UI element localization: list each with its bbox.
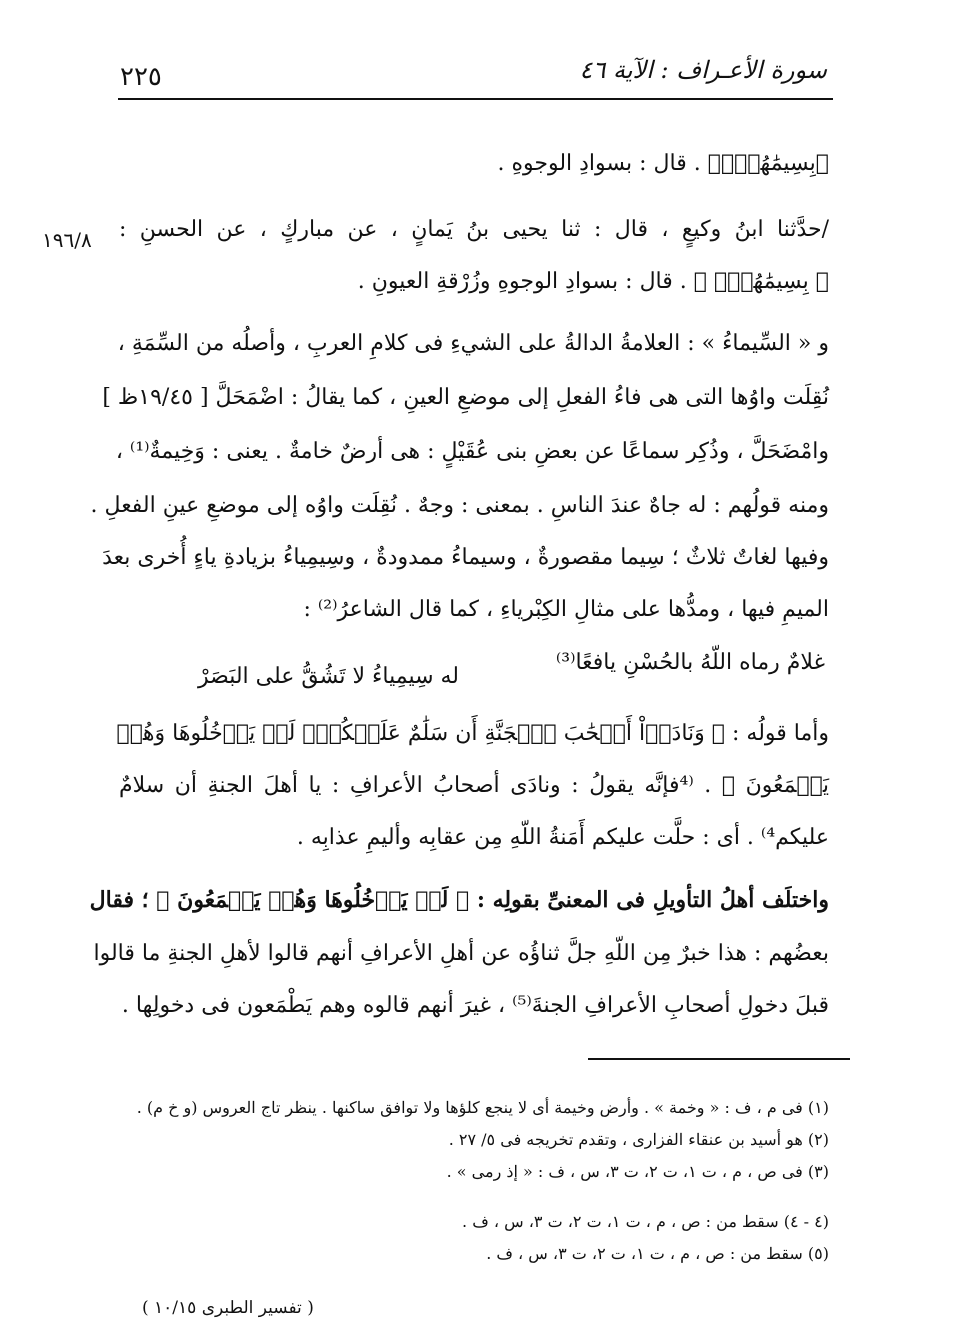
verse-hemistich-1: غلامٌ رماه اللّهُ بالحُسْنِ يافعًا⁽³⁾ — [555, 650, 825, 675]
body-line: /حدَّثنا ابنُ وكيعٍ ، قال : ثنا يحيى بنُ يَمانٍ ، عن مباركٍ ، عن الحسنِ : — [119, 217, 829, 242]
body-line: عليكم⁴⁾ . أى : حلَّت عليكم أَمَنةُ اللّهِ مِن عقابِه وأليمِ عذابِه . — [296, 825, 829, 850]
verse-hemistich-2: له سِيمِياءُ لا تَشُقُّ على البَصَرْ — [198, 664, 460, 689]
body-line: ﴿بِسِيمَٰهُمۡۚ﴾ . قال : بسوادِ الوجوهِ . — [497, 151, 829, 176]
footnote: (٣) فى ص ، م ، ت ١، ت ٢، ت ٣، س ، ف : « إذ رمى » . — [446, 1162, 829, 1181]
page-number: ٢٢٥ — [120, 62, 162, 92]
footer-signature: ( تفسير الطبرى ١٠/١٥ ) — [142, 1298, 314, 1318]
body-line: ومنه قولُهم : له جاهٌ عندَ الناسِ . بمعنى : وجهٌ . نُقِلَت واوُه إلى موضعِ عينِ الفعلِ . — [90, 493, 829, 518]
margin-reference: ١٩٦/٨ — [42, 228, 92, 252]
body-line: نُقِلَت واوُها التى هى فاءُ الفعلِ إلى موضعِ العينِ ، كما يقالُ : اضْمَحَلَّ [ ١٩/٤٥ظ ] — [102, 385, 829, 410]
body-line: بعضُهم : هذا خبرٌ مِن اللّهِ جلَّ ثناؤُه عن أهلِ الأعرافِ أنهم قالوا لأهلِ الجنةِ ما قالوا — [93, 941, 829, 966]
footnote: (١) فى م ، ف : « وخمة » . وأرض وخيمة أى لا ينجع كلؤها ولا توافق ساكنها . ينظر تاج العروس (و خ م) . — [136, 1098, 829, 1117]
footnote: (٤ - ٤) سقط من : ص ، م ، ت ١، ت ٢، ت ٣، س ، ف . — [462, 1212, 829, 1231]
body-line: وأما قولُه : ﴿ وَنَادَوۡاْ أَصۡحَٰبَ ٱلۡجَنَّةِ أَن سَلَٰمٌ عَلَيۡكُمۡۚ لَمۡ يَدۡخُلُوهَا وَهُمۡ — [116, 721, 829, 746]
body-line: وامْضَحَلَّ ، وذُكِر سماعًا عن بعضِ بنى عُقَيْلٍ : هى أرضٌ خامةٌ . يعنى : وَخِيمةٌ⁽¹⁾ ، — [115, 439, 829, 464]
footnote: (٥) سقط من : ص ، م ، ت ١، ت ٢، ت ٣، س ، ف . — [486, 1244, 829, 1263]
header-rule — [118, 98, 833, 100]
body-line: ﴿ بِسِيمَٰهُمۡۚ ﴾ . قال : بسوادِ الوجوهِ وزُرْقةِ العيونِ . — [357, 269, 829, 294]
body-line: قبلَ دخولِ أصحابِ الأعرافِ الجنةَ⁽⁵⁾ ، غيرَ أنهم قالوه وهم يَطْمَعون فى دخولِها . — [121, 993, 829, 1018]
running-head: سورة الأعـراف : الآية ٤٦ — [579, 56, 827, 84]
body-line: وفيها لغاتٌ ثلاثٌ ؛ سِيما مقصورةٌ ، وسيماءُ ممدودةٌ ، وسِيمِياءُ بزيادةِ ياءٍ أُخرى بعدَ — [102, 545, 829, 570]
body-line-bold: واختلَف أهلُ التأويلِ فى المعنىِّ بقولِه : ﴿ لَمۡ يَدۡخُلُوهَا وَهُمۡ يَطۡمَعُونَ ﴾ ؛ فقال — [89, 887, 829, 913]
body-line: الميمِ فيها ، ومدُّها على مثالِ الكِبْرياءِ ، كما قال الشاعرُ⁽²⁾ : — [303, 597, 829, 622]
footnote: (٢) هو أسيد بن عنقاء الفزارى ، وتقدم تخريجه فى ٥/ ٢٧ . — [448, 1130, 829, 1149]
footnote-rule — [588, 1058, 850, 1060]
body-line: و « السِّيماءُ » : العلامةُ الدالةُ على الشيءِ فى كلامِ العربِ ، وأصلُه من السِّمَةِ ، — [117, 331, 829, 356]
body-line: يَطۡمَعُونَ ﴾ . ⁽⁴فإنَّه يقولُ : ونادَى أصحابُ الأعرافِ : يا أهلَ الجنةِ أن سلامٌ — [119, 773, 829, 798]
